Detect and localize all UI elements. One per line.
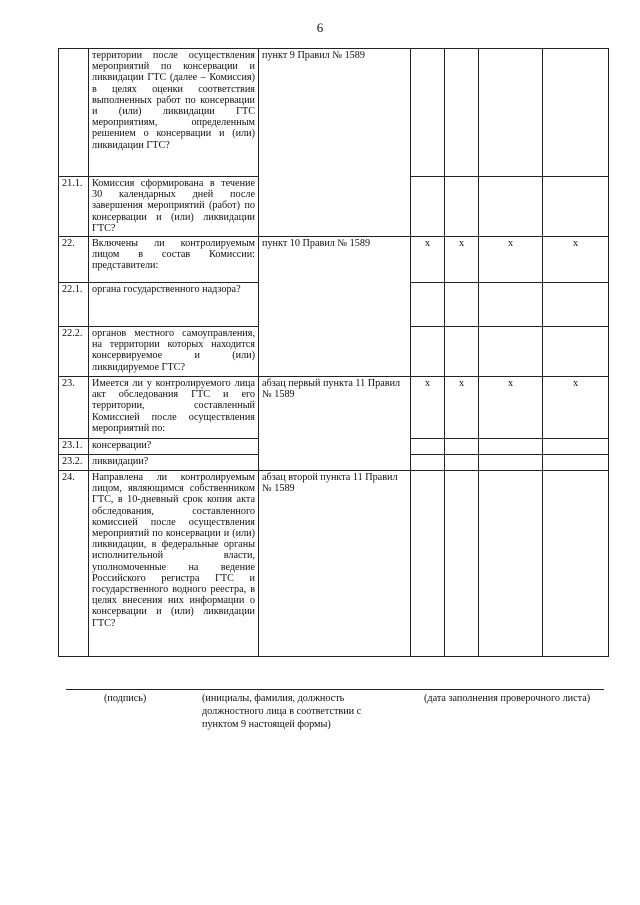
answer-cell — [479, 49, 543, 177]
answer-mark: x — [445, 237, 479, 283]
question-text: ликвидации? — [89, 455, 259, 471]
answer-cell — [411, 283, 445, 327]
answer-mark: x — [479, 377, 543, 439]
item-number — [59, 49, 89, 177]
question-text: органов местного самоуправления, на территории которых находится консервируемое и (или) ликвидируемое ГТС? — [89, 327, 259, 377]
answer-cell — [543, 327, 609, 377]
answer-mark: x — [479, 237, 543, 283]
table-row — [59, 377, 609, 439]
answer-cell — [479, 439, 543, 455]
answer-cell — [479, 283, 543, 327]
answer-cell — [445, 177, 479, 237]
checklist-table — [58, 48, 609, 657]
answer-cell — [445, 455, 479, 471]
question-text: территории после осуществления мероприятий по консервации и ликвидации ГТС (далее – Комиссия) в целях оценки соответствия выполненных работ по консервации и (или) ликвидации ГТС мероприятиям, определенным решением о консервации и (или) ликвидации ГТС? — [89, 49, 259, 177]
item-number: 22.2. — [59, 327, 89, 377]
question-text: органа государственного надзора? — [89, 283, 259, 327]
answer-cell — [411, 327, 445, 377]
table-row — [59, 471, 609, 657]
table-row — [59, 49, 609, 177]
question-text: Направлена ли контролируемым лицом, являющимся собственником ГТС, в 10-дневный срок копия акта обследования, составленного комиссией после осуществления мероприятий по консервации и (или) ликвидации, в федеральные органы исполнительной власти, уполномоченные на ведение Российского регистра ГТС и государственного водного реестра, в целях внесения них информации о консервации и (или) ликвидации ГТС? — [89, 471, 259, 657]
question-text: консервации? — [89, 439, 259, 455]
answer-cell — [445, 327, 479, 377]
answer-cell — [411, 471, 445, 657]
signature-line — [66, 689, 604, 690]
requisites-cell: абзац первый пункта 11 Правил № 1589 — [259, 377, 411, 471]
answer-cell — [479, 327, 543, 377]
answer-cell — [543, 177, 609, 237]
answer-cell — [445, 283, 479, 327]
answer-cell — [411, 439, 445, 455]
requisites-cell: пункт 10 Правил № 1589 — [259, 237, 411, 377]
answer-cell — [411, 177, 445, 237]
name-caption: (инициалы, фамилия, должность должностного лица в соответствии с пунктом 9 настоящей формы) — [202, 693, 362, 730]
item-number: 23.1. — [59, 439, 89, 455]
answer-mark: x — [445, 377, 479, 439]
page-number: 6 — [316, 20, 324, 35]
requisites-cell: пункт 9 Правил № 1589 — [259, 49, 411, 237]
date-caption: (дата заполнения проверочного листа) — [424, 693, 591, 704]
answer-mark: x — [411, 237, 445, 283]
item-number: 22.1. — [59, 283, 89, 327]
answer-cell — [543, 283, 609, 327]
answer-cell — [543, 471, 609, 657]
item-number: 21.1. — [59, 177, 89, 237]
item-number: 22. — [59, 237, 89, 283]
answer-cell — [479, 177, 543, 237]
answer-mark: x — [411, 377, 445, 439]
answer-cell — [445, 439, 479, 455]
answer-cell — [479, 455, 543, 471]
answer-cell — [411, 455, 445, 471]
question-text: Комиссия сформирована в течение 30 календарных дней после завершения мероприятий (работ) по консервации и (или) ликвидации ГТС? — [89, 177, 259, 237]
item-number: 23.2. — [59, 455, 89, 471]
answer-cell — [543, 49, 609, 177]
answer-cell — [479, 471, 543, 657]
answer-cell — [543, 439, 609, 455]
answer-mark: x — [543, 377, 609, 439]
question-text: Имеется ли у контролируемого лица акт обследования ГТС и его территории, составленный Комиссией после осуществления мероприятий по: — [89, 377, 259, 439]
item-number: 24. — [59, 471, 89, 657]
requisites-cell: абзац второй пункта 11 Правил № 1589 — [259, 471, 411, 657]
answer-cell — [445, 49, 479, 177]
question-text: Включены ли контролируемым лицом в состав Комиссии: представители: — [89, 237, 259, 283]
table-row — [59, 237, 609, 283]
answer-mark: x — [543, 237, 609, 283]
answer-cell — [445, 471, 479, 657]
item-number: 23. — [59, 377, 89, 439]
answer-cell — [411, 49, 445, 177]
signature-caption: (подпись) — [104, 693, 147, 704]
answer-cell — [543, 455, 609, 471]
